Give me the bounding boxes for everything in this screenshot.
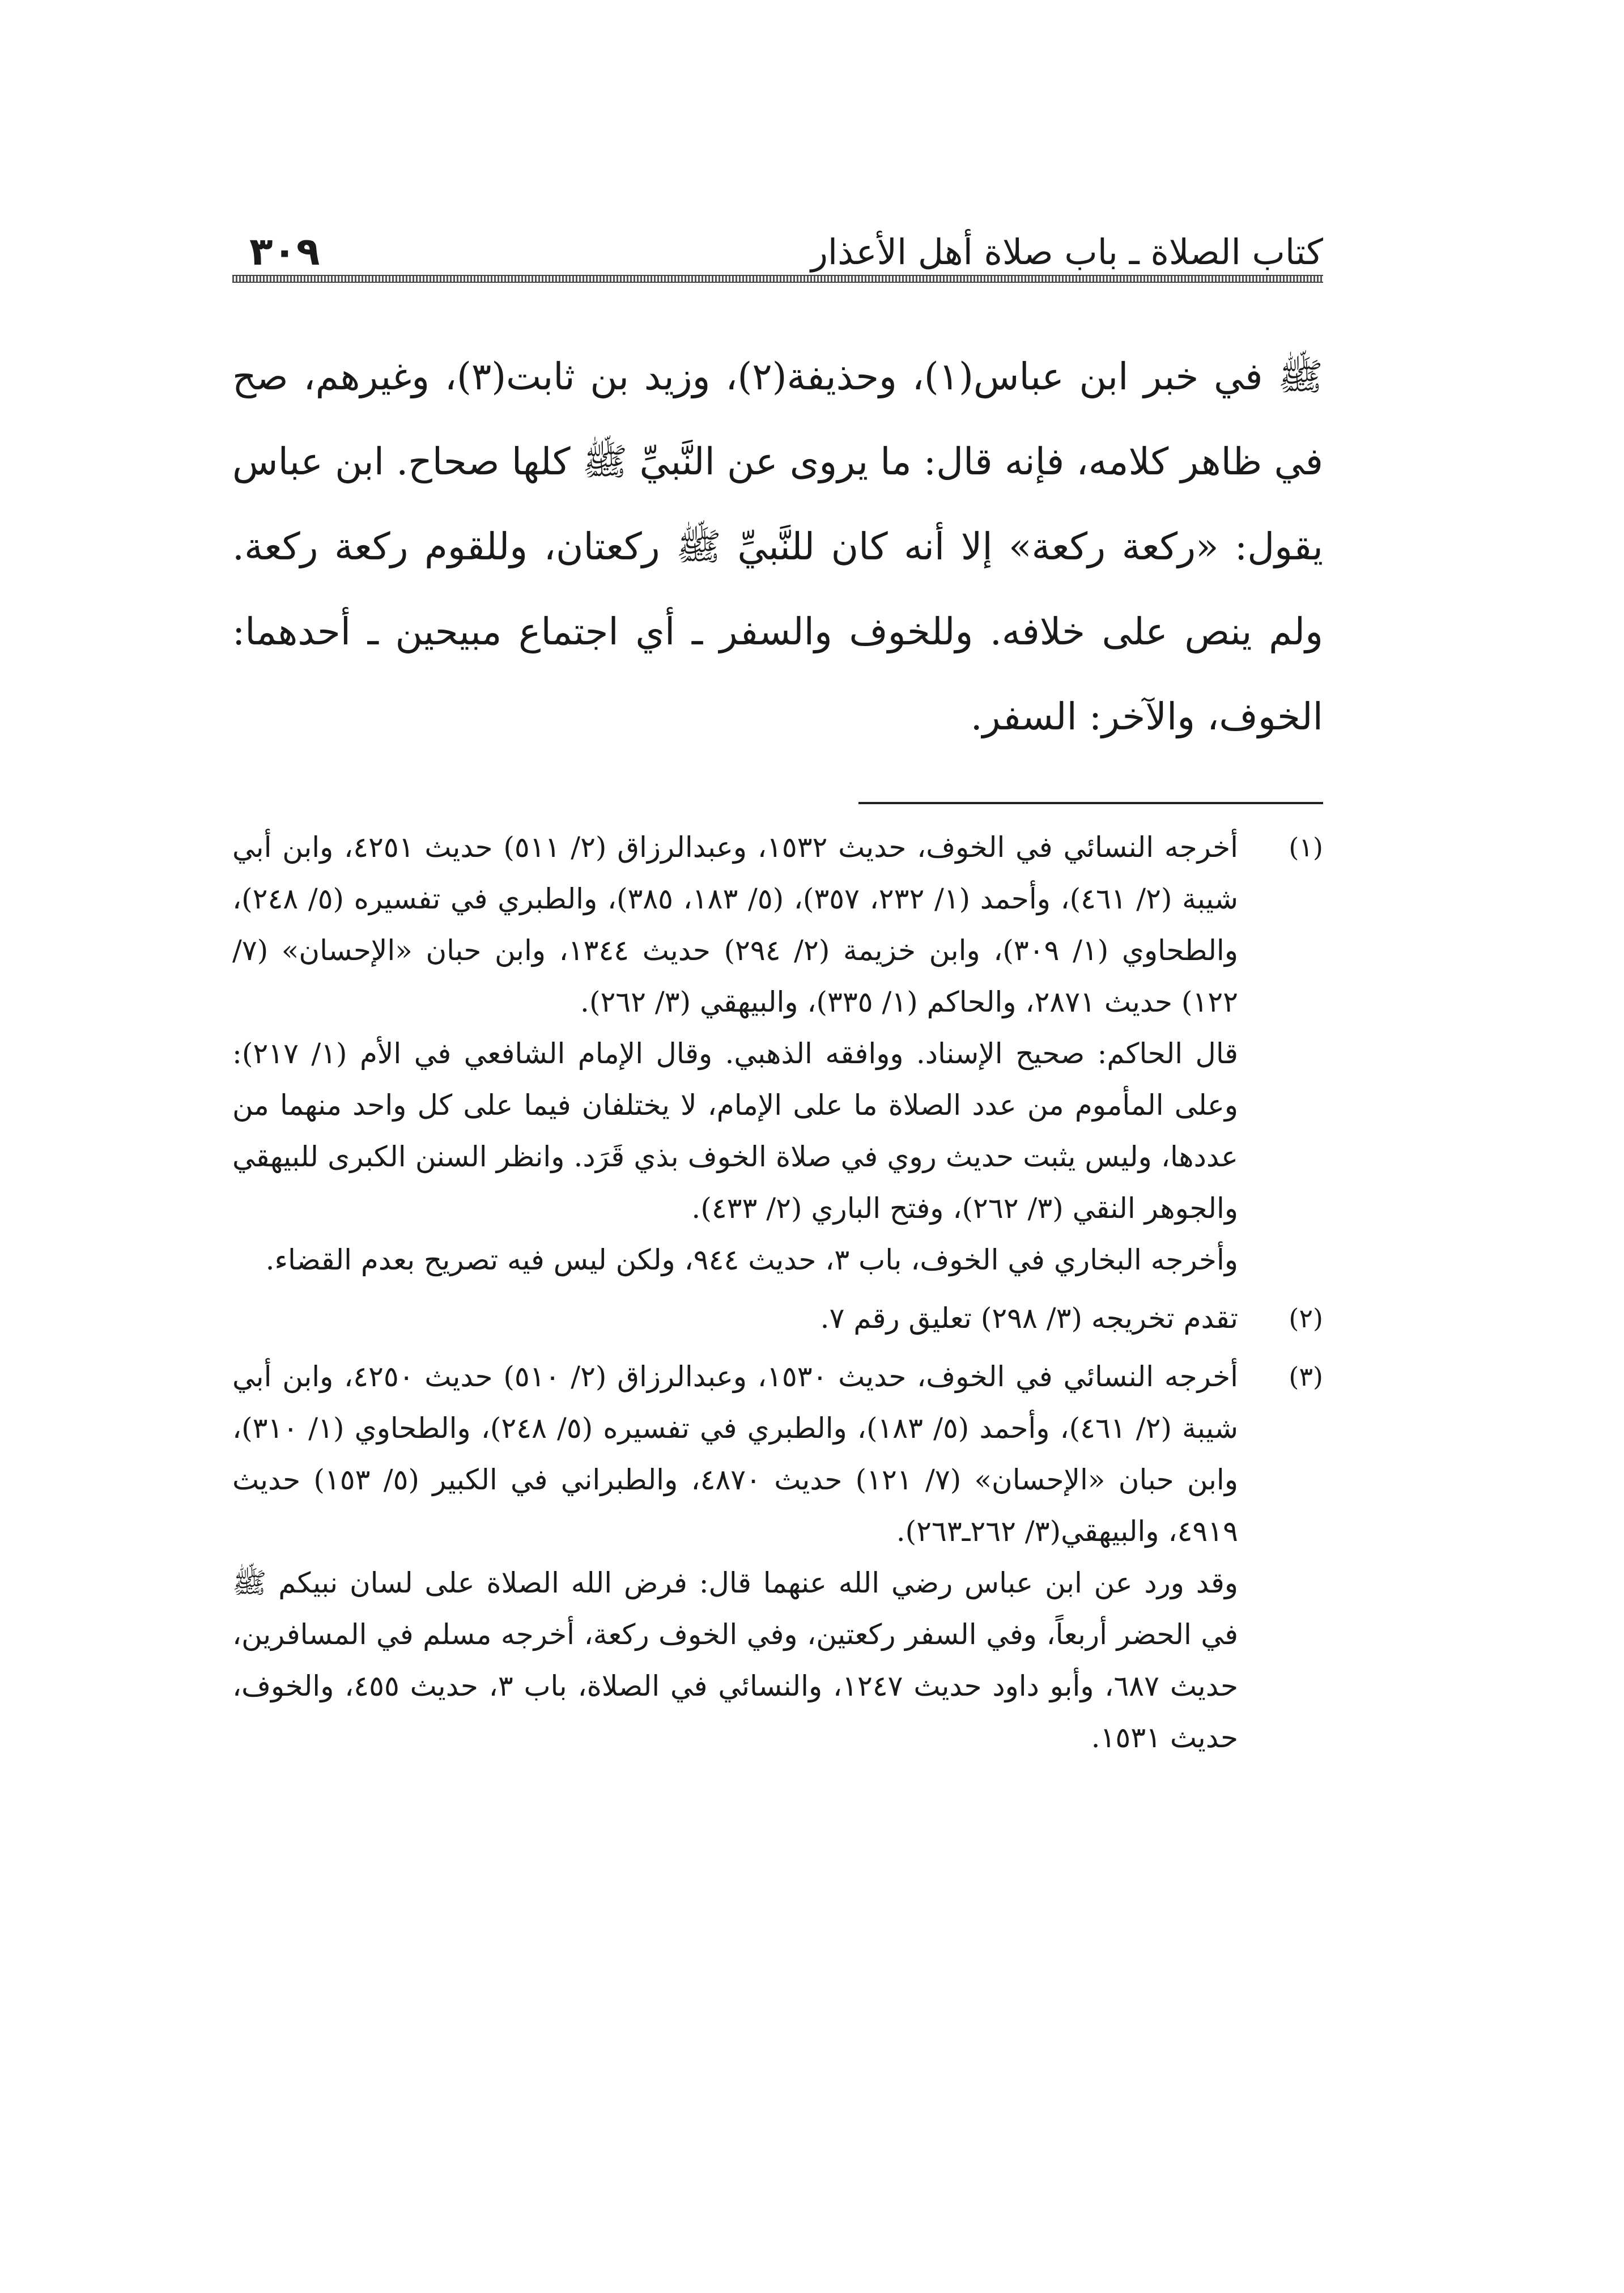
header-rule: [232, 275, 1323, 283]
footnote-3: [232, 1351, 1323, 1764]
running-title: كتاب الصلاة ـ باب صلاة أهل الأعذار: [810, 231, 1323, 273]
footnote-paragraph: وقد ورد عن ابن عباس رضي الله عنهما قال: فرض الله الصلاة على لسان نبيكم ﷺ في الحضر أربعاً، وفي السفر ركعتين، وفي الخوف ركعة، أخرجه مسلم في المسافرين، حديث ٦٨٧، وأبو داود حديث ١٢٤٧، والنسائي في الصلاة، باب ٣، حديث ٤٥٥، والخوف، حديث ١٥٣١.: [232, 1566, 1239, 1754]
page-number: ٣٠٩: [249, 230, 320, 274]
main-text: [232, 334, 1323, 759]
footnote-paragraph: وأخرجه البخاري في الخوف، باب ٣، حديث ٩٤٤، ولكن ليس فيه تصريح بعدم القضاء.: [265, 1243, 1238, 1276]
footnote-number: (٣): [1289, 1361, 1323, 1392]
footnote-1: [232, 822, 1323, 1286]
footnote-number: (٢): [1289, 1303, 1323, 1334]
footnote-number: (١): [1289, 832, 1323, 863]
footnotes: [232, 822, 1323, 1770]
footnote-paragraph: أخرجه النسائي في الخوف، حديث ١٥٣٠، وعبدالرزاق (٢/ ٥١٠) حديث ٤٢٥٠، وابن أبي شيبة (٢/ ٤٦١)، وأحمد (٥/ ١٨٣)، والطبري في تفسيره (٥/ ٢٤٨)، والطحاوي (١/ ٣١٠)، وابن حبان «الإحسان» (٧/ ١٢١) حديث ٤٨٧٠، والطبراني في الكبير (٥/ ١٥٣) حديث ٤٩١٩، والبيهقي(٣/ ٢٦٢ـ٢٦٣).: [232, 1360, 1238, 1548]
footnote-paragraph: أخرجه النسائي في الخوف، حديث ١٥٣٢، وعبدالرزاق (٢/ ٥١١) حديث ٤٢٥١، وابن أبي شيبة (٢/ ٤٦١)، وأحمد (١/ ٢٣٢، ٣٥٧)، (٥/ ١٨٣، ٣٨٥)، والطبري في تفسيره (٥/ ٢٤٨)، والطحاوي (١/ ٣٠٩)، وابن خزيمة (٢/ ٢٩٤) حديث ١٣٤٤، وابن حبان «الإحسان» (٧/ ١٢٢) حديث ٢٨٧١، والحاكم (١/ ٣٣٥)، والبيهقي (٣/ ٢٦٢).: [232, 831, 1239, 1018]
main-paragraph: ﷺ في خبر ابن عباس(١)، وحذيفة(٢)، وزيد بن ثابت(٣)، وغيرهم، صح في ظاهر كلامه، فإنه قال: ما يروى عن النَّبيِّ ﷺ كلها صحاح. ابن عباس يقول: «ركعة ركعة» إلا أنه كان للنَّبيِّ ﷺ ركعتان، وللقوم ركعة ركعة. ولم ينص على خلافه. وللخوف والسفر ـ أي اجتماع مبيحين ـ أحدهما: الخوف، والآخر: السفر.: [232, 355, 1324, 738]
footnote-paragraph: تقدم تخريجه (٣/ ٢٩٨) تعليق رقم ٧.: [820, 1302, 1238, 1335]
footnote-2: [232, 1293, 1323, 1344]
footnote-paragraph: قال الحاكم: صحيح الإسناد. ووافقه الذهبي. وقال الإمام الشافعي في الأم (١/ ٢١٧): وعلى المأموم من عدد الصلاة ما على الإمام، لا يختلفان فيما على كل واحد منهما من عددها، وليس يثبت حديث روي في صلاة الخوف بذي قَرَد. وانظر السنن الكبرى للبيهقي والجوهر النقي (٣/ ٢٦٢)، وفتح الباري (٢/ ٤٣٣).: [232, 1037, 1238, 1225]
footnote-separator: [858, 802, 1323, 804]
